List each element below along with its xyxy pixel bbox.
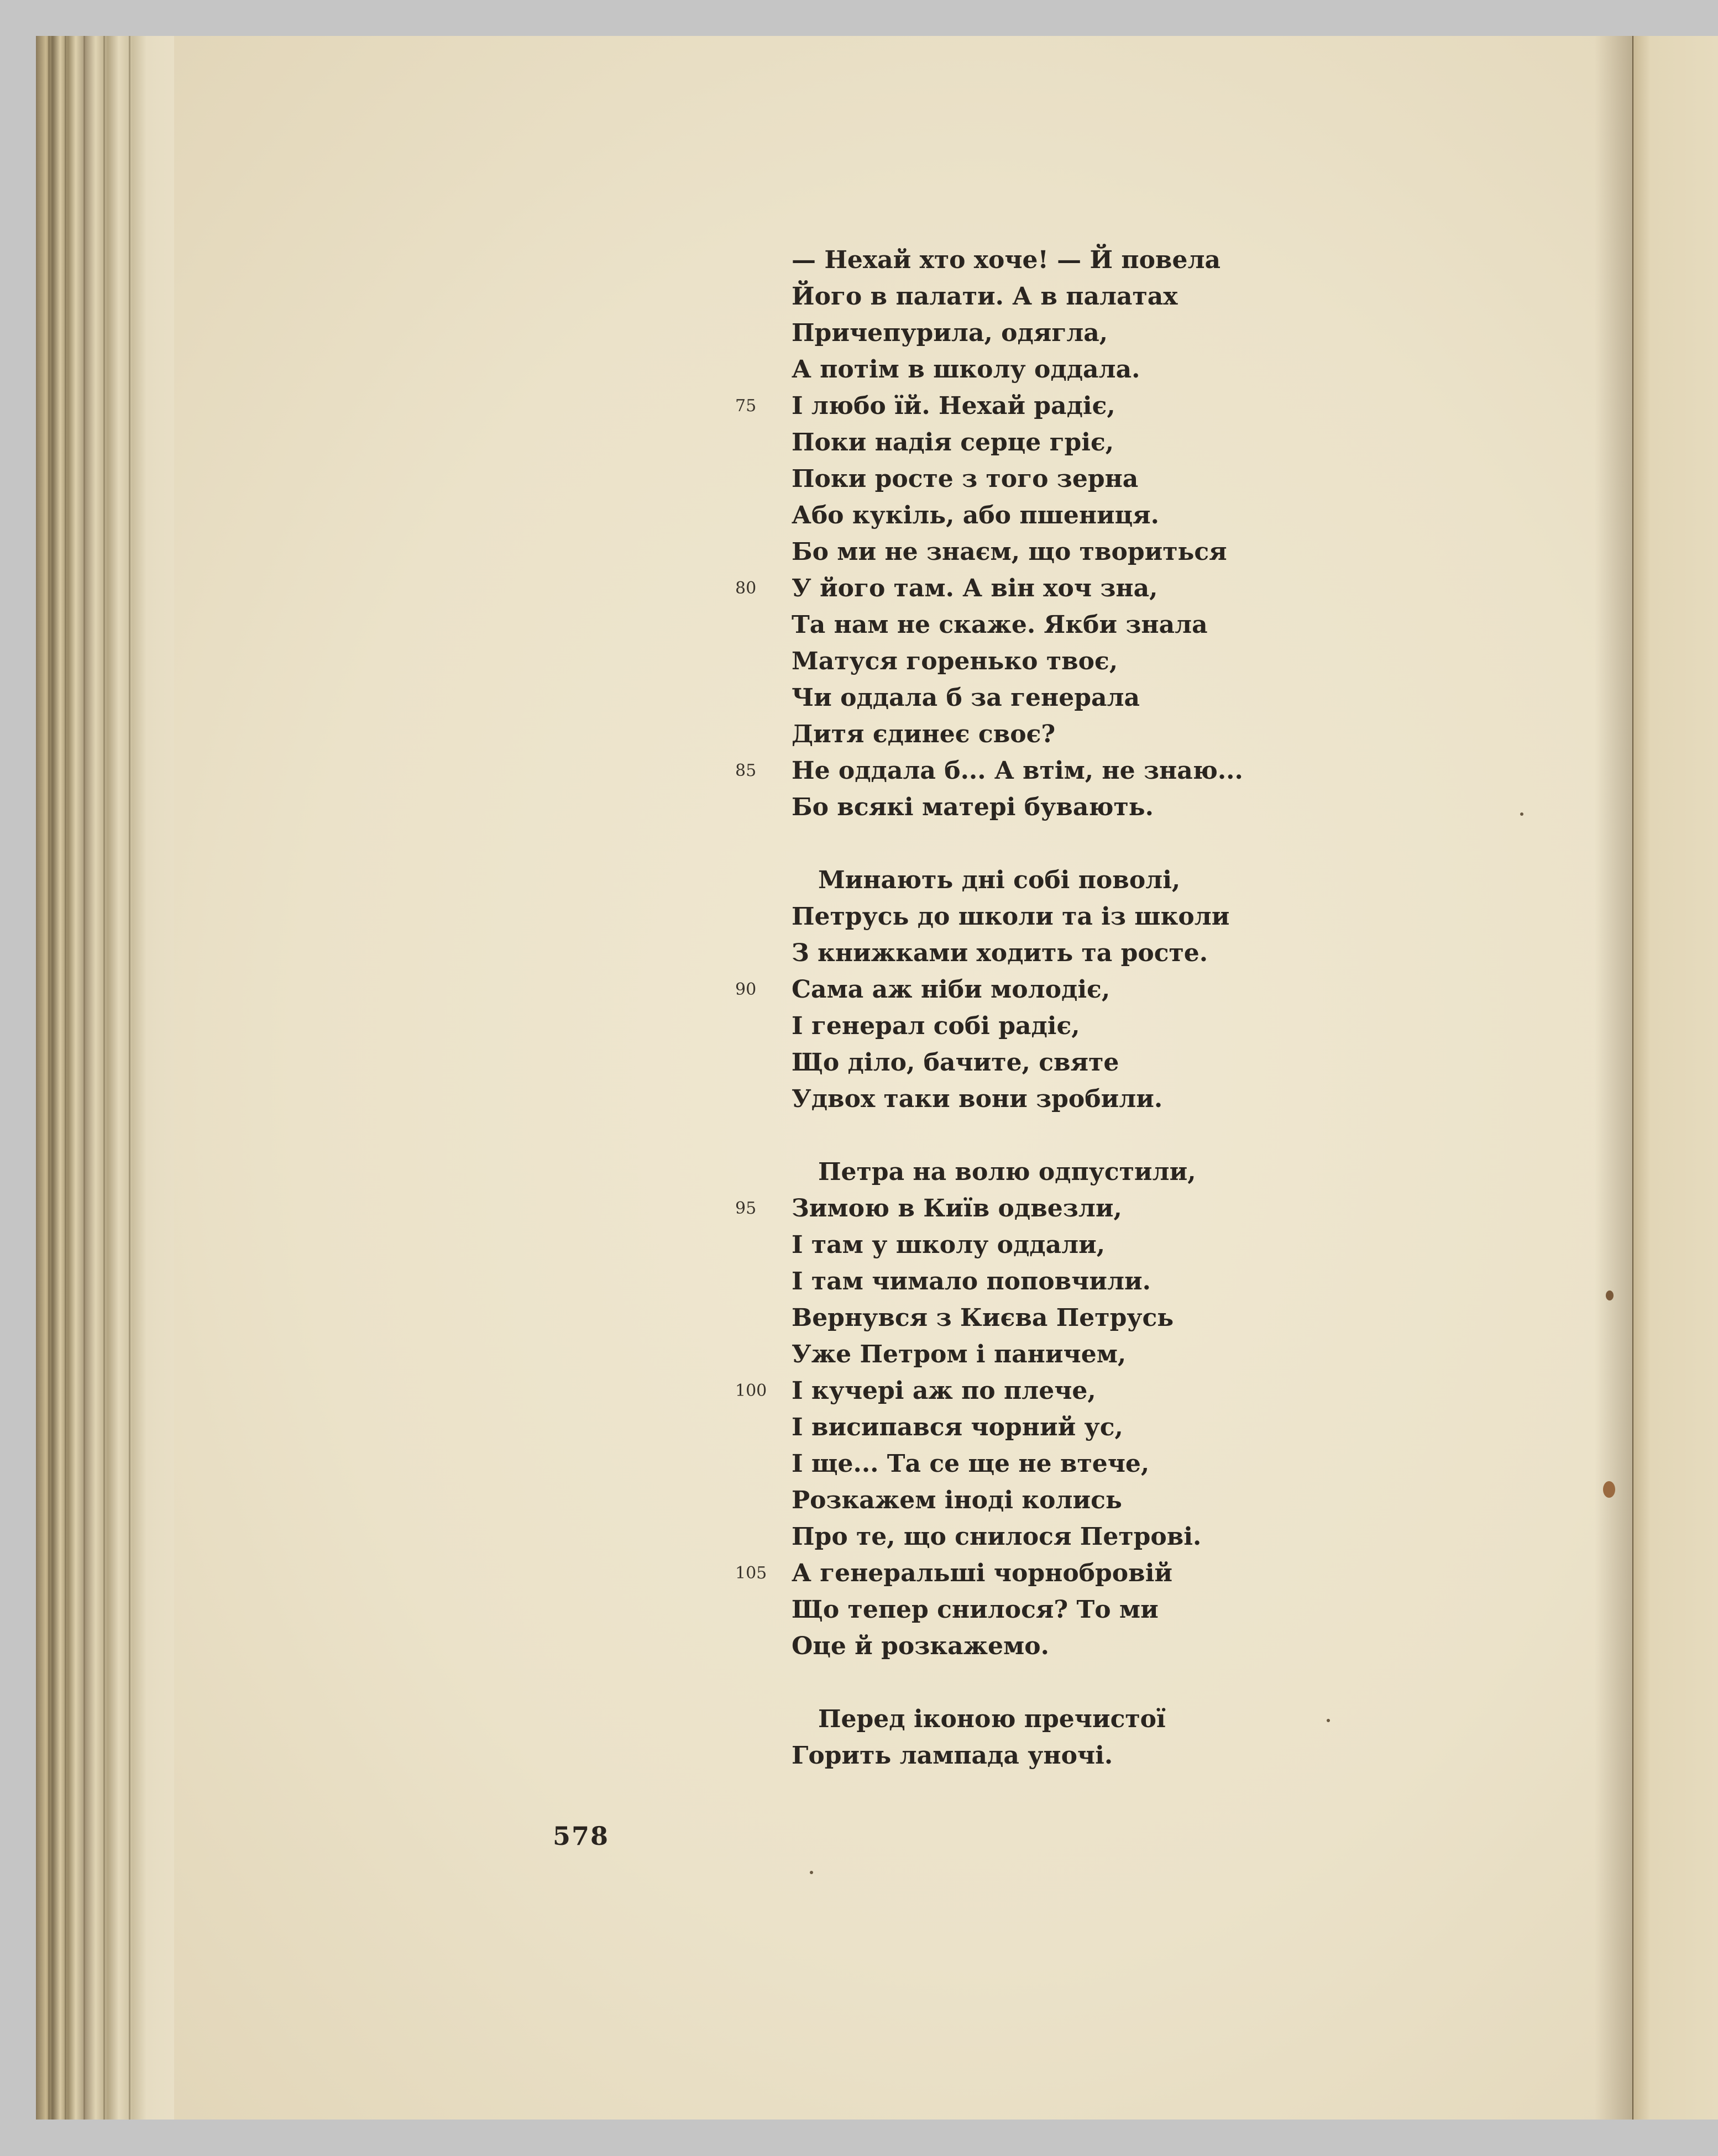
line-text: Чи оддала б за генерала [792, 684, 1140, 712]
line-text: Зимою в Київ одвезли, [792, 1194, 1122, 1223]
poem-line [792, 643, 1565, 680]
poem-line [792, 1592, 1565, 1628]
line-text: Петрусь до школи та із школи [792, 903, 1230, 931]
line-text: Поки росте з того зерна [792, 465, 1139, 493]
line-text: Удвох таки вони зробили. [792, 1085, 1163, 1113]
poem-line [792, 680, 1565, 716]
poem-line [792, 1336, 1565, 1373]
poem-line [792, 1081, 1565, 1118]
poem-line [792, 1045, 1565, 1081]
line-number: 100 [735, 1381, 767, 1400]
line-text: І любо їй. Нехай радіє, [792, 392, 1115, 420]
line-text: Про те, що снилося Петрові. [792, 1523, 1202, 1551]
line-number: 75 [735, 396, 757, 416]
poem-body [735, 242, 1565, 1774]
line-number: 85 [735, 761, 757, 780]
poem-line [792, 1446, 1565, 1482]
poem-line [792, 1738, 1565, 1774]
line-text: Розкажем іноді колись [792, 1486, 1122, 1514]
poem-line [792, 352, 1565, 388]
line-number: 105 [735, 1564, 767, 1583]
poem-line [735, 972, 1565, 1008]
stanza-gap [792, 826, 1565, 862]
line-text: Матуся горенько твоє, [792, 647, 1118, 675]
line-text: Оце й розкажемо. [792, 1632, 1049, 1660]
line-text: І генерал собі радіє, [792, 1012, 1080, 1040]
poem-line [792, 1008, 1565, 1045]
line-text: Бо ми не знаєм, що твориться [792, 538, 1227, 566]
stanza-gap [792, 1118, 1565, 1154]
book-edge [36, 36, 174, 2120]
poem-line [792, 1701, 1565, 1738]
poem-line [792, 716, 1565, 753]
poem-line [792, 315, 1565, 352]
line-text: Причепурила, одягла, [792, 319, 1108, 347]
poem-line [792, 424, 1565, 461]
next-page-edge [1633, 36, 1718, 2120]
line-text: Або кукіль, або пшениця. [792, 501, 1159, 529]
line-text: А генеральші чорнобровій [792, 1559, 1173, 1587]
poem-line [792, 1482, 1565, 1519]
poem-line [792, 534, 1565, 570]
poem-line [792, 1300, 1565, 1336]
line-text: — Нехай хто хоче! — Й повела [792, 246, 1221, 274]
line-text: А потім в школу оддала. [792, 355, 1140, 384]
poem-line [792, 279, 1565, 315]
line-text: Петра на волю одпустили, [818, 1158, 1196, 1186]
line-text: Бо всякі матері бувають. [792, 793, 1154, 821]
line-text: Сама аж ніби молодіє, [792, 975, 1111, 1004]
line-text: У його там. А він хоч зна, [792, 574, 1158, 602]
poem-line [792, 1519, 1565, 1555]
line-text: І висипався чорний ус, [792, 1413, 1123, 1441]
poem-line [792, 935, 1565, 972]
page-number: 578 [553, 1821, 610, 1851]
line-text: З книжками ходить та росте. [792, 939, 1208, 967]
line-text: Поки надія серце гріє, [792, 428, 1114, 457]
poem-line [792, 1409, 1565, 1446]
poem-line [735, 753, 1565, 789]
poem-line [792, 1628, 1565, 1665]
poem-line [792, 789, 1565, 826]
poem-line [735, 388, 1565, 424]
line-text: І ще... Та се ще не втече, [792, 1450, 1150, 1478]
poem-line [792, 899, 1565, 935]
poem-line [735, 1190, 1565, 1227]
line-text: Горить лампада уночі. [792, 1741, 1113, 1770]
line-text: Його в палати. А в палатах [792, 282, 1178, 311]
line-text: Не оддала б... А втім, не знаю... [792, 757, 1243, 785]
poem-line [792, 1154, 1565, 1190]
line-text: І там у школу оддали, [792, 1231, 1106, 1259]
line-number: 90 [735, 980, 757, 999]
poem-line [735, 1555, 1565, 1592]
poem-line [792, 862, 1565, 899]
line-text: Вернувся з Києва Петрусь [792, 1304, 1174, 1332]
line-text: Що тепер снилося? То ми [792, 1596, 1159, 1624]
poem-line [792, 461, 1565, 497]
poem-line [792, 242, 1565, 279]
line-text: Та нам не скаже. Якби знала [792, 611, 1208, 639]
poem-line [735, 1373, 1565, 1409]
stanza-gap [792, 1665, 1565, 1701]
poem-line [792, 607, 1565, 643]
poem-line [735, 570, 1565, 607]
line-number: 95 [735, 1199, 757, 1218]
line-text: Уже Петром і паничем, [792, 1340, 1127, 1368]
line-text: І кучері аж по плече, [792, 1377, 1096, 1405]
line-text: Дитя єдинеє своє? [792, 720, 1056, 748]
poem-line [792, 497, 1565, 534]
poem-line [792, 1227, 1565, 1263]
line-text: І там чимало поповчили. [792, 1267, 1151, 1295]
line-text: Перед іконою пречистої [818, 1705, 1166, 1733]
line-text: Що діло, бачите, святе [792, 1048, 1119, 1077]
line-number: 80 [735, 579, 757, 598]
line-text: Минають дні собі поволі, [818, 866, 1181, 894]
poem-line [792, 1263, 1565, 1300]
